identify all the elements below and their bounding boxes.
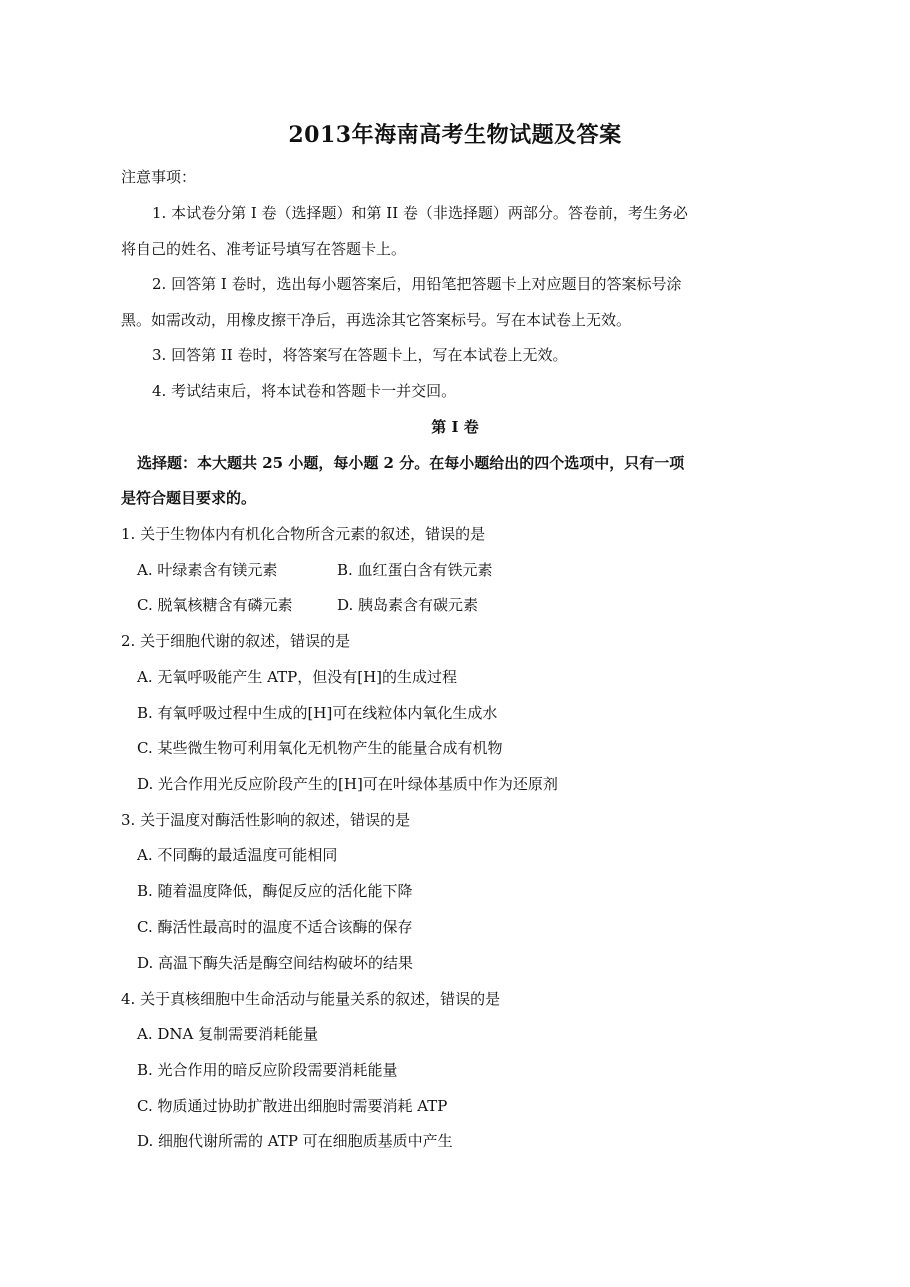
- question-3-stem: 3. 关于温度对酶活性影响的叙述，错误的是: [121, 811, 411, 829]
- question-1-option-c: C. 脱氧核糖含有磷元素: [137, 596, 293, 614]
- section-intro-line-1: 选择题：本大题共 25 小题，每小题 2 分。在每小题给出的四个选项中，只有一项: [137, 454, 685, 472]
- question-4-option-d: D. 细胞代谢所需的 ATP 可在细胞质基质中产生: [137, 1132, 453, 1150]
- notice-item-3: 3. 回答第 II 卷时，将答案写在答题卡上，写在本试卷上无效。: [152, 346, 568, 364]
- question-1-option-a: A. 叶绿素含有镁元素: [137, 561, 278, 579]
- notice-item-1-line-2: 将自己的姓名、准考证号填写在答题卡上。: [121, 240, 407, 258]
- question-2-option-b: B. 有氧呼吸过程中生成的[H]可在线粒体内氧化生成水: [137, 704, 498, 722]
- question-3-option-d: D. 高温下酶失活是酶空间结构破坏的结果: [137, 954, 414, 972]
- page-title: 2013年海南高考生物试题及答案: [288, 122, 622, 148]
- question-4-option-b: B. 光合作用的暗反应阶段需要消耗能量: [137, 1061, 398, 1079]
- question-1-stem: 1. 关于生物体内有机化合物所含元素的叙述，错误的是: [121, 525, 486, 543]
- question-3-option-c: C. 酶活性最高时的温度不适合该酶的保存: [137, 918, 413, 936]
- notice-item-2-line-1: 2. 回答第 I 卷时，选出每小题答案后，用铅笔把答题卡上对应题目的答案标号涂: [152, 275, 682, 293]
- question-3-option-a: A. 不同酶的最适温度可能相同: [137, 846, 338, 864]
- question-2-option-c: C. 某些微生物可利用氧化无机物产生的能量合成有机物: [137, 739, 503, 757]
- question-4-option-a: A. DNA 复制需要消耗能量: [137, 1025, 319, 1043]
- question-4-stem: 4. 关于真核细胞中生命活动与能量关系的叙述，错误的是: [121, 990, 501, 1008]
- question-4-option-c: C. 物质通过协助扩散进出细胞时需要消耗 ATP: [137, 1097, 448, 1115]
- question-2-option-d: D. 光合作用光反应阶段产生的[H]可在叶绿体基质中作为还原剂: [137, 775, 558, 793]
- question-2-option-a: A. 无氧呼吸能产生 ATP，但没有[H]的生成过程: [137, 668, 458, 686]
- notice-item-2-line-2: 黑。如需改动，用橡皮擦干净后，再选涂其它答案标号。写在本试卷上无效。: [121, 311, 632, 329]
- question-1-option-b: B. 血红蛋白含有铁元素: [337, 561, 493, 579]
- notice-heading: 注意事项：: [121, 168, 197, 186]
- notice-item-4: 4. 考试结束后，将本试卷和答题卡一并交回。: [152, 382, 457, 400]
- question-2-stem: 2. 关于细胞代谢的叙述，错误的是: [121, 632, 351, 650]
- notice-item-1-line-1: 1. 本试卷分第 I 卷（选择题）和第 II 卷（非选择题）两部分。答卷前，考生务必: [152, 204, 688, 222]
- question-3-option-b: B. 随着温度降低，酶促反应的活化能下降: [137, 882, 413, 900]
- section-heading: 第 I 卷: [431, 418, 479, 436]
- section-intro-line-2: 是符合题目要求的。: [121, 489, 257, 507]
- question-1-option-d: D. 胰岛素含有碳元素: [337, 596, 479, 614]
